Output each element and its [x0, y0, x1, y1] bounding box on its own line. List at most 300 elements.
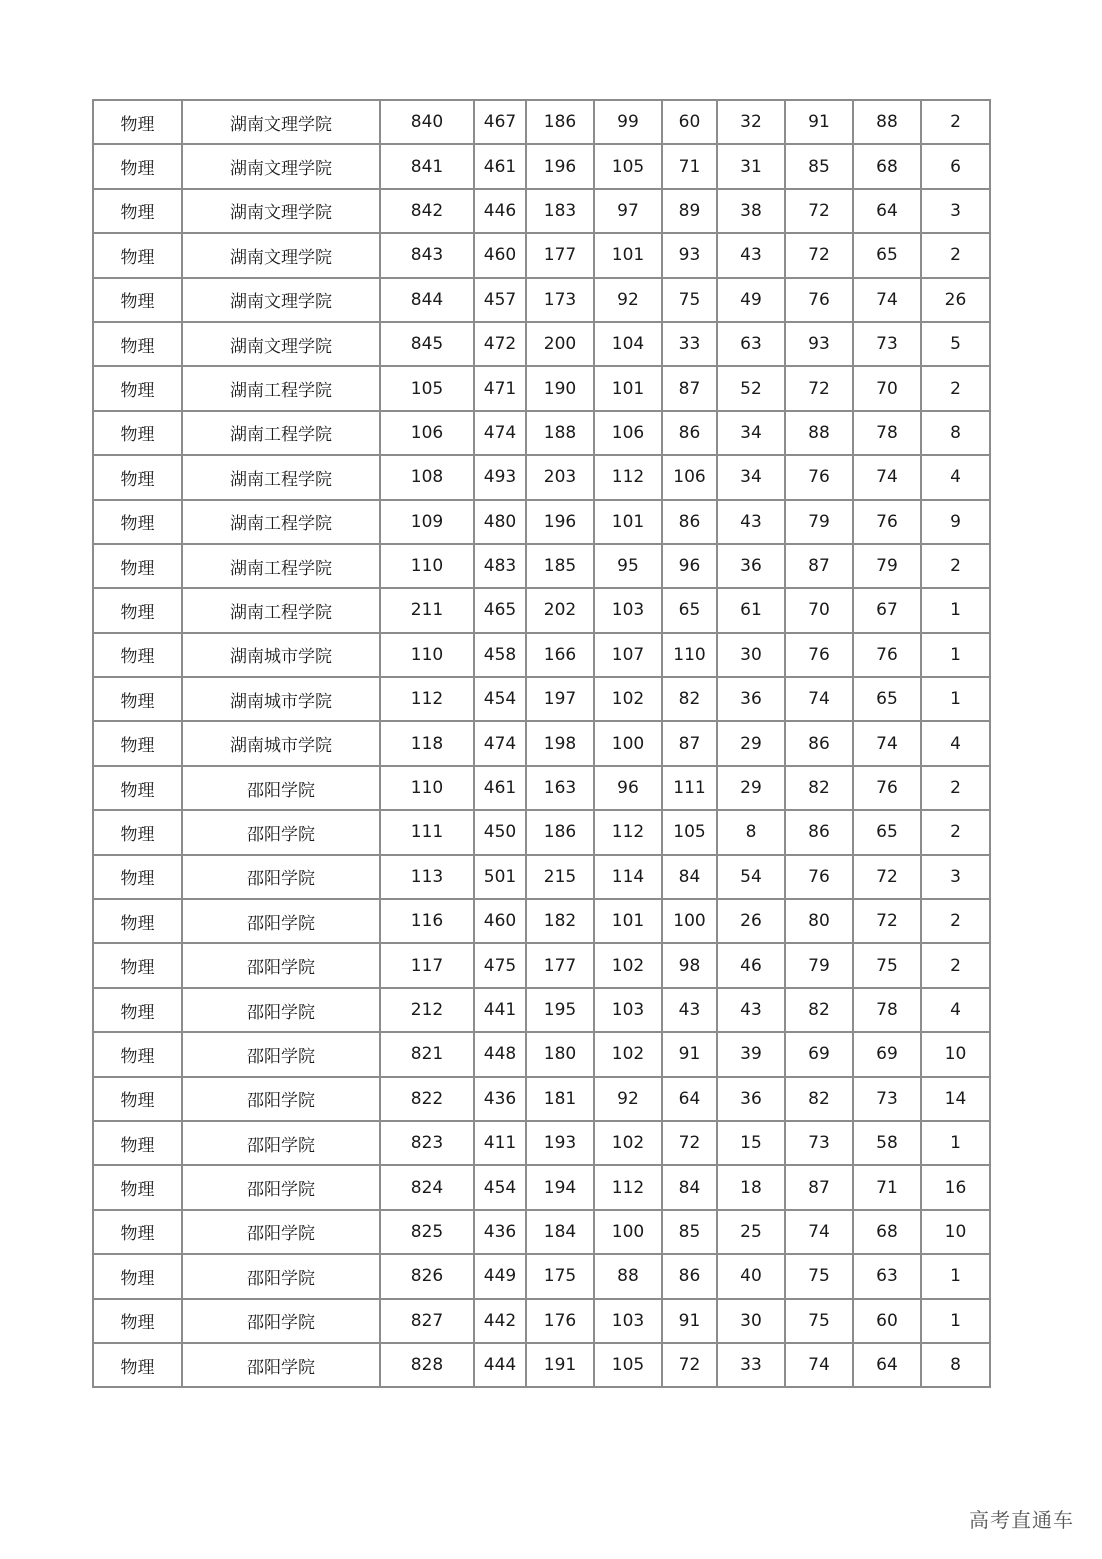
table-cell: 103 [594, 988, 662, 1032]
table-cell: 87 [785, 544, 853, 588]
table-cell: 110 [380, 633, 474, 677]
table-cell: 82 [662, 677, 717, 721]
table-row [93, 855, 990, 899]
table-cell: 9 [921, 500, 990, 544]
table-cell: 475 [474, 943, 526, 987]
table-cell: 101 [594, 899, 662, 943]
table-cell: 物理 [93, 1165, 182, 1209]
table-cell: 76 [785, 633, 853, 677]
table-row [93, 1121, 990, 1165]
table-cell: 112 [594, 810, 662, 854]
table-cell: 97 [594, 189, 662, 233]
table-cell: 物理 [93, 366, 182, 410]
table-cell: 30 [717, 1299, 785, 1343]
table-cell: 108 [380, 455, 474, 499]
table-cell: 70 [785, 588, 853, 632]
table-cell: 物理 [93, 855, 182, 899]
table-cell: 824 [380, 1165, 474, 1209]
table-cell: 邵阳学院 [182, 766, 380, 810]
table-cell: 湖南文理学院 [182, 144, 380, 188]
table-cell: 103 [594, 1299, 662, 1343]
table-cell: 843 [380, 233, 474, 277]
table-cell: 182 [526, 899, 594, 943]
table-cell: 湖南工程学院 [182, 500, 380, 544]
table-cell: 湖南城市学院 [182, 721, 380, 765]
table-cell: 1 [921, 588, 990, 632]
table-cell: 33 [662, 322, 717, 366]
table-cell: 105 [662, 810, 717, 854]
table-cell: 4 [921, 721, 990, 765]
table-cell: 61 [717, 588, 785, 632]
table-cell: 邵阳学院 [182, 988, 380, 1032]
table-cell: 74 [853, 721, 921, 765]
table-cell: 63 [853, 1254, 921, 1298]
table-row [93, 322, 990, 366]
table-cell: 72 [853, 899, 921, 943]
table-cell: 106 [662, 455, 717, 499]
table-cell: 465 [474, 588, 526, 632]
table-cell: 96 [594, 766, 662, 810]
table-row [93, 411, 990, 455]
table-cell: 湖南工程学院 [182, 455, 380, 499]
table-cell: 112 [380, 677, 474, 721]
table-cell: 193 [526, 1121, 594, 1165]
table-cell: 76 [853, 633, 921, 677]
table-cell: 449 [474, 1254, 526, 1298]
table-cell: 74 [785, 677, 853, 721]
table-cell: 91 [662, 1032, 717, 1076]
table-cell: 200 [526, 322, 594, 366]
table-cell: 844 [380, 278, 474, 322]
table-cell: 湖南文理学院 [182, 189, 380, 233]
table-cell: 106 [594, 411, 662, 455]
table-cell: 74 [853, 278, 921, 322]
table-cell: 65 [853, 233, 921, 277]
table-row [93, 766, 990, 810]
table-cell: 67 [853, 588, 921, 632]
table-row [93, 1254, 990, 1298]
table-cell: 8 [717, 810, 785, 854]
table-cell: 湖南工程学院 [182, 588, 380, 632]
table-cell: 86 [785, 721, 853, 765]
table-cell: 483 [474, 544, 526, 588]
table-cell: 湖南工程学院 [182, 544, 380, 588]
table-cell: 100 [662, 899, 717, 943]
table-cell: 211 [380, 588, 474, 632]
table-cell: 25 [717, 1210, 785, 1254]
table-cell: 邵阳学院 [182, 1121, 380, 1165]
table-cell: 29 [717, 721, 785, 765]
table-cell: 480 [474, 500, 526, 544]
table-cell: 物理 [93, 455, 182, 499]
table-cell: 2 [921, 766, 990, 810]
table-cell: 411 [474, 1121, 526, 1165]
table-cell: 450 [474, 810, 526, 854]
table-cell: 63 [717, 322, 785, 366]
table-row [93, 1165, 990, 1209]
table-cell: 86 [785, 810, 853, 854]
table-cell: 物理 [93, 633, 182, 677]
table-cell: 物理 [93, 588, 182, 632]
table-cell: 60 [853, 1299, 921, 1343]
table-cell: 166 [526, 633, 594, 677]
table-cell: 69 [853, 1032, 921, 1076]
table-row [93, 189, 990, 233]
table-cell: 88 [785, 411, 853, 455]
table-cell: 82 [785, 988, 853, 1032]
table-cell: 501 [474, 855, 526, 899]
table-cell: 101 [594, 366, 662, 410]
table-cell: 43 [717, 233, 785, 277]
table-cell: 物理 [93, 278, 182, 322]
table-cell: 4 [921, 455, 990, 499]
table-cell: 物理 [93, 411, 182, 455]
table-cell: 176 [526, 1299, 594, 1343]
table-cell: 186 [526, 100, 594, 144]
table-cell: 85 [785, 144, 853, 188]
table-cell: 物理 [93, 544, 182, 588]
table-cell: 446 [474, 189, 526, 233]
table-cell: 103 [594, 588, 662, 632]
table-cell: 191 [526, 1343, 594, 1387]
table-cell: 15 [717, 1121, 785, 1165]
table-cell: 72 [662, 1343, 717, 1387]
table-cell: 邵阳学院 [182, 855, 380, 899]
table-cell: 75 [853, 943, 921, 987]
table-cell: 75 [662, 278, 717, 322]
table-cell: 190 [526, 366, 594, 410]
table-cell: 840 [380, 100, 474, 144]
table-cell: 73 [785, 1121, 853, 1165]
table-cell: 8 [921, 1343, 990, 1387]
table-cell: 52 [717, 366, 785, 410]
table-cell: 825 [380, 1210, 474, 1254]
table-cell: 436 [474, 1077, 526, 1121]
table-cell: 196 [526, 144, 594, 188]
table-cell: 18 [717, 1165, 785, 1209]
table-cell: 49 [717, 278, 785, 322]
table-cell: 邵阳学院 [182, 1299, 380, 1343]
table-cell: 74 [853, 455, 921, 499]
table-cell: 物理 [93, 1299, 182, 1343]
table-cell: 72 [785, 366, 853, 410]
table-cell: 湖南工程学院 [182, 411, 380, 455]
table-cell: 2 [921, 544, 990, 588]
table-row [93, 233, 990, 277]
table-cell: 71 [853, 1165, 921, 1209]
table-cell: 100 [594, 1210, 662, 1254]
table-cell: 29 [717, 766, 785, 810]
table-cell: 113 [380, 855, 474, 899]
table-cell: 454 [474, 1165, 526, 1209]
table-cell: 46 [717, 943, 785, 987]
table-cell: 邵阳学院 [182, 943, 380, 987]
table-cell: 10 [921, 1032, 990, 1076]
table-cell: 43 [717, 500, 785, 544]
table-cell: 39 [717, 1032, 785, 1076]
table-cell: 湖南城市学院 [182, 677, 380, 721]
table-cell: 102 [594, 1121, 662, 1165]
table-cell: 92 [594, 278, 662, 322]
table-cell: 34 [717, 455, 785, 499]
table-cell: 175 [526, 1254, 594, 1298]
table-cell: 物理 [93, 1254, 182, 1298]
table-cell: 邵阳学院 [182, 1210, 380, 1254]
table-cell: 82 [785, 766, 853, 810]
table-cell: 邵阳学院 [182, 1343, 380, 1387]
table-cell: 181 [526, 1077, 594, 1121]
table-cell: 195 [526, 988, 594, 1032]
table-cell: 30 [717, 633, 785, 677]
table-cell: 112 [594, 1165, 662, 1209]
table-row [93, 366, 990, 410]
table-cell: 物理 [93, 322, 182, 366]
table-cell: 40 [717, 1254, 785, 1298]
table-cell: 26 [921, 278, 990, 322]
table-cell: 110 [662, 633, 717, 677]
table-cell: 474 [474, 721, 526, 765]
table-cell: 70 [853, 366, 921, 410]
table-cell: 36 [717, 677, 785, 721]
table-cell: 114 [594, 855, 662, 899]
table-row [93, 1210, 990, 1254]
table-cell: 物理 [93, 766, 182, 810]
table-cell: 100 [594, 721, 662, 765]
table-row [93, 544, 990, 588]
table-cell: 69 [785, 1032, 853, 1076]
table-row [93, 278, 990, 322]
table-cell: 88 [594, 1254, 662, 1298]
table-cell: 461 [474, 144, 526, 188]
table-cell: 822 [380, 1077, 474, 1121]
table-cell: 物理 [93, 500, 182, 544]
table-cell: 116 [380, 899, 474, 943]
table-cell: 邵阳学院 [182, 899, 380, 943]
table-cell: 474 [474, 411, 526, 455]
table-cell: 湖南文理学院 [182, 100, 380, 144]
table-cell: 邵阳学院 [182, 1032, 380, 1076]
table-cell: 188 [526, 411, 594, 455]
table-cell: 湖南文理学院 [182, 233, 380, 277]
table-cell: 101 [594, 233, 662, 277]
table-cell: 183 [526, 189, 594, 233]
table-cell: 33 [717, 1343, 785, 1387]
table-cell: 76 [853, 500, 921, 544]
table-cell: 102 [594, 943, 662, 987]
watermark-text: 高考直通车 [969, 1508, 1074, 1532]
table-cell: 457 [474, 278, 526, 322]
table-cell: 72 [853, 855, 921, 899]
table-cell: 物理 [93, 1210, 182, 1254]
table-cell: 86 [662, 500, 717, 544]
table-row [93, 721, 990, 765]
table-cell: 87 [785, 1165, 853, 1209]
table-cell: 2 [921, 943, 990, 987]
table-cell: 107 [594, 633, 662, 677]
table-cell: 物理 [93, 1032, 182, 1076]
table-cell: 26 [717, 899, 785, 943]
table-cell: 76 [785, 855, 853, 899]
table-row [93, 500, 990, 544]
table-cell: 10 [921, 1210, 990, 1254]
table-row [93, 899, 990, 943]
table-cell: 2 [921, 233, 990, 277]
table-cell: 邵阳学院 [182, 1077, 380, 1121]
table-cell: 79 [853, 544, 921, 588]
table-cell: 173 [526, 278, 594, 322]
table-cell: 841 [380, 144, 474, 188]
table-cell: 212 [380, 988, 474, 1032]
table-cell: 454 [474, 677, 526, 721]
table-cell: 471 [474, 366, 526, 410]
table-cell: 460 [474, 233, 526, 277]
table-cell: 31 [717, 144, 785, 188]
table-cell: 826 [380, 1254, 474, 1298]
table-row [93, 1343, 990, 1387]
table-cell: 102 [594, 1032, 662, 1076]
table-cell: 105 [380, 366, 474, 410]
table-cell: 65 [662, 588, 717, 632]
table-cell: 物理 [93, 1077, 182, 1121]
table-cell: 215 [526, 855, 594, 899]
table-row [93, 144, 990, 188]
table-cell: 72 [662, 1121, 717, 1165]
table-cell: 36 [717, 1077, 785, 1121]
table-cell: 湖南工程学院 [182, 366, 380, 410]
table-cell: 68 [853, 144, 921, 188]
table-cell: 物理 [93, 1343, 182, 1387]
table-cell: 36 [717, 544, 785, 588]
table-cell: 5 [921, 322, 990, 366]
table-cell: 827 [380, 1299, 474, 1343]
table-row [93, 988, 990, 1032]
table-cell: 74 [785, 1343, 853, 1387]
table-row [93, 455, 990, 499]
table-cell: 物理 [93, 899, 182, 943]
table-cell: 461 [474, 766, 526, 810]
table-cell: 76 [785, 278, 853, 322]
table-cell: 58 [853, 1121, 921, 1165]
table-cell: 72 [785, 233, 853, 277]
table-cell: 93 [662, 233, 717, 277]
table-cell: 177 [526, 943, 594, 987]
table-cell: 65 [853, 677, 921, 721]
table-cell: 467 [474, 100, 526, 144]
table-cell: 物理 [93, 1121, 182, 1165]
table-cell: 86 [662, 1254, 717, 1298]
table-cell: 3 [921, 855, 990, 899]
table-cell: 101 [594, 500, 662, 544]
table-cell: 43 [662, 988, 717, 1032]
table-cell: 64 [853, 189, 921, 233]
table-row [93, 1299, 990, 1343]
table-cell: 92 [594, 1077, 662, 1121]
table-cell: 845 [380, 322, 474, 366]
table-cell: 472 [474, 322, 526, 366]
table-cell: 95 [594, 544, 662, 588]
table-cell: 75 [785, 1254, 853, 1298]
table-row [93, 943, 990, 987]
table-cell: 828 [380, 1343, 474, 1387]
table-cell: 14 [921, 1077, 990, 1121]
table-cell: 185 [526, 544, 594, 588]
table-row [93, 1032, 990, 1076]
table-cell: 196 [526, 500, 594, 544]
table-cell: 458 [474, 633, 526, 677]
table-cell: 84 [662, 855, 717, 899]
table-cell: 物理 [93, 233, 182, 277]
table-cell: 湖南文理学院 [182, 278, 380, 322]
table-cell: 442 [474, 1299, 526, 1343]
table-cell: 68 [853, 1210, 921, 1254]
table-cell: 1 [921, 633, 990, 677]
table-cell: 60 [662, 100, 717, 144]
table-cell: 32 [717, 100, 785, 144]
table-cell: 76 [853, 766, 921, 810]
table-cell: 105 [594, 144, 662, 188]
table-cell: 2 [921, 366, 990, 410]
table-cell: 74 [785, 1210, 853, 1254]
table-cell: 104 [594, 322, 662, 366]
table-cell: 2 [921, 810, 990, 854]
table-cell: 邵阳学院 [182, 1165, 380, 1209]
table-cell: 163 [526, 766, 594, 810]
table-cell: 110 [380, 766, 474, 810]
table-cell: 821 [380, 1032, 474, 1076]
table-cell: 物理 [93, 721, 182, 765]
table-cell: 102 [594, 677, 662, 721]
table-cell: 105 [594, 1343, 662, 1387]
table-cell: 73 [853, 322, 921, 366]
table-cell: 80 [785, 899, 853, 943]
table-cell: 441 [474, 988, 526, 1032]
table-body [93, 100, 990, 1387]
table-cell: 112 [594, 455, 662, 499]
table-cell: 88 [853, 100, 921, 144]
table-cell: 物理 [93, 810, 182, 854]
table-cell: 湖南城市学院 [182, 633, 380, 677]
table-cell: 186 [526, 810, 594, 854]
table-cell: 73 [853, 1077, 921, 1121]
table-cell: 87 [662, 721, 717, 765]
table-cell: 842 [380, 189, 474, 233]
table-cell: 111 [662, 766, 717, 810]
table-cell: 89 [662, 189, 717, 233]
table-cell: 106 [380, 411, 474, 455]
table-cell: 91 [785, 100, 853, 144]
table-cell: 65 [853, 810, 921, 854]
table-cell: 1 [921, 677, 990, 721]
table-cell: 38 [717, 189, 785, 233]
table-cell: 78 [853, 988, 921, 1032]
table-cell: 197 [526, 677, 594, 721]
table-cell: 493 [474, 455, 526, 499]
table-cell: 110 [380, 544, 474, 588]
table-cell: 194 [526, 1165, 594, 1209]
table-cell: 物理 [93, 100, 182, 144]
table-cell: 16 [921, 1165, 990, 1209]
table-cell: 117 [380, 943, 474, 987]
table-cell: 物理 [93, 189, 182, 233]
table-cell: 109 [380, 500, 474, 544]
table-cell: 84 [662, 1165, 717, 1209]
table-cell: 198 [526, 721, 594, 765]
table-cell: 180 [526, 1032, 594, 1076]
table-cell: 823 [380, 1121, 474, 1165]
table-cell: 3 [921, 189, 990, 233]
table-cell: 98 [662, 943, 717, 987]
table-cell: 79 [785, 500, 853, 544]
